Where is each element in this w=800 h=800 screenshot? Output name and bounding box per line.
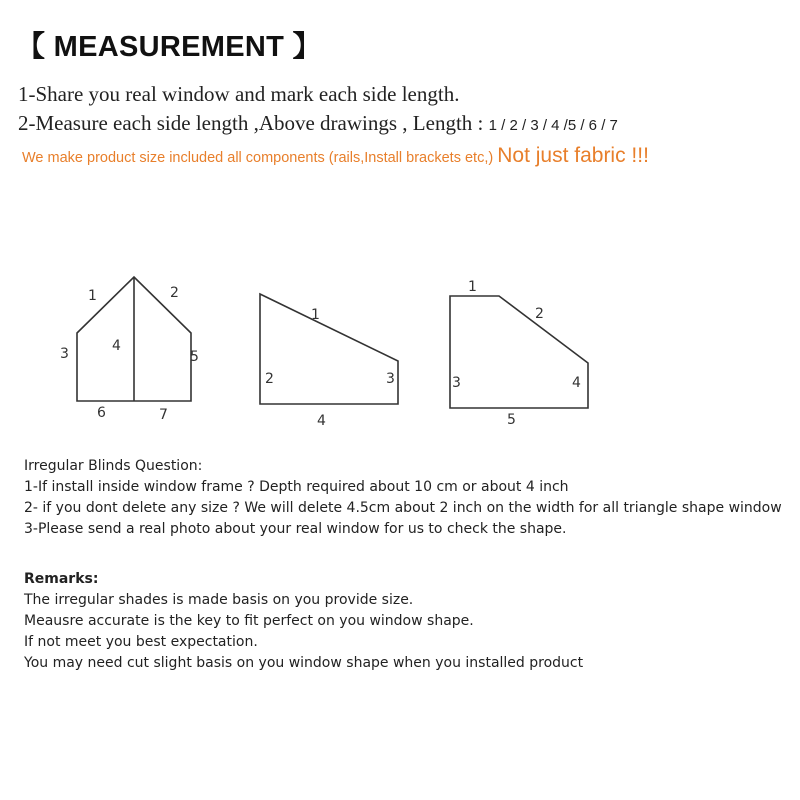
remark-item: Meausre accurate is the key to fit perfect on you window shape. [24,613,474,629]
instruction-step-2 [18,111,618,136]
question-item: 1-If install inside window frame ? Depth required about 10 cm or about 4 inch [24,479,569,495]
pentagon-label-5: 5 [190,349,199,365]
instruction-step-2-text: 2-Measure each side length ,Above drawings , Length : [18,111,489,135]
remarks-section [24,569,583,674]
truncated-label-5: 5 [507,412,516,428]
pentagon-label-2: 2 [170,285,179,301]
pentagon-label-3: 3 [60,346,69,362]
sloped-label-4: 4 [317,413,326,429]
pentagon-label-1: 1 [88,288,97,304]
sloped-label-2: 2 [265,371,274,387]
question-item: 2- if you dont delete any size ? We will delete 4.5cm about 2 inch on the width for all triangle shape window [24,500,782,516]
instruction-step-1: 1-Share you real window and mark each side length. [18,82,460,106]
pentagon-label-4: 4 [112,338,121,354]
sloped-window-outline [260,294,398,404]
window-shape-diagrams [0,240,800,440]
pentagon-label-7: 7 [159,407,168,423]
remarks-heading: Remarks: [24,571,99,587]
sloped-window-diagram [260,294,398,429]
product-size-note [22,144,649,168]
sloped-label-1: 1 [311,307,320,323]
truncated-label-2: 2 [535,306,544,322]
remark-item: The irregular shades is made basis on you provide size. [24,592,414,608]
truncated-window-diagram [450,279,588,428]
questions-heading: Irregular Blinds Question: [24,458,203,474]
remark-item: You may need cut slight basis on you window shape when you installed product [24,655,584,671]
instruction-step-2-lengths: 1 / 2 / 3 / 4 /5 / 6 / 7 [488,117,618,134]
product-size-note-emphasis: Not just fabric !!! [497,144,649,167]
product-size-note-text: We make product size included all components (rails,Install brackets etc,) [22,150,498,166]
page-title: 【 MEASUREMENT 】 [16,31,322,63]
pentagon-window-diagram [60,277,199,423]
remark-item: If not meet you best expectation. [24,634,258,650]
question-item: 3-Please send a real photo about your real window for us to check the shape. [24,521,567,537]
truncated-window-outline [450,296,588,408]
truncated-label-4: 4 [572,375,581,391]
pentagon-label-6: 6 [97,405,106,421]
irregular-blinds-questions [24,456,782,540]
truncated-label-1: 1 [468,279,477,295]
sloped-label-3: 3 [386,371,395,387]
truncated-label-3: 3 [452,375,461,391]
